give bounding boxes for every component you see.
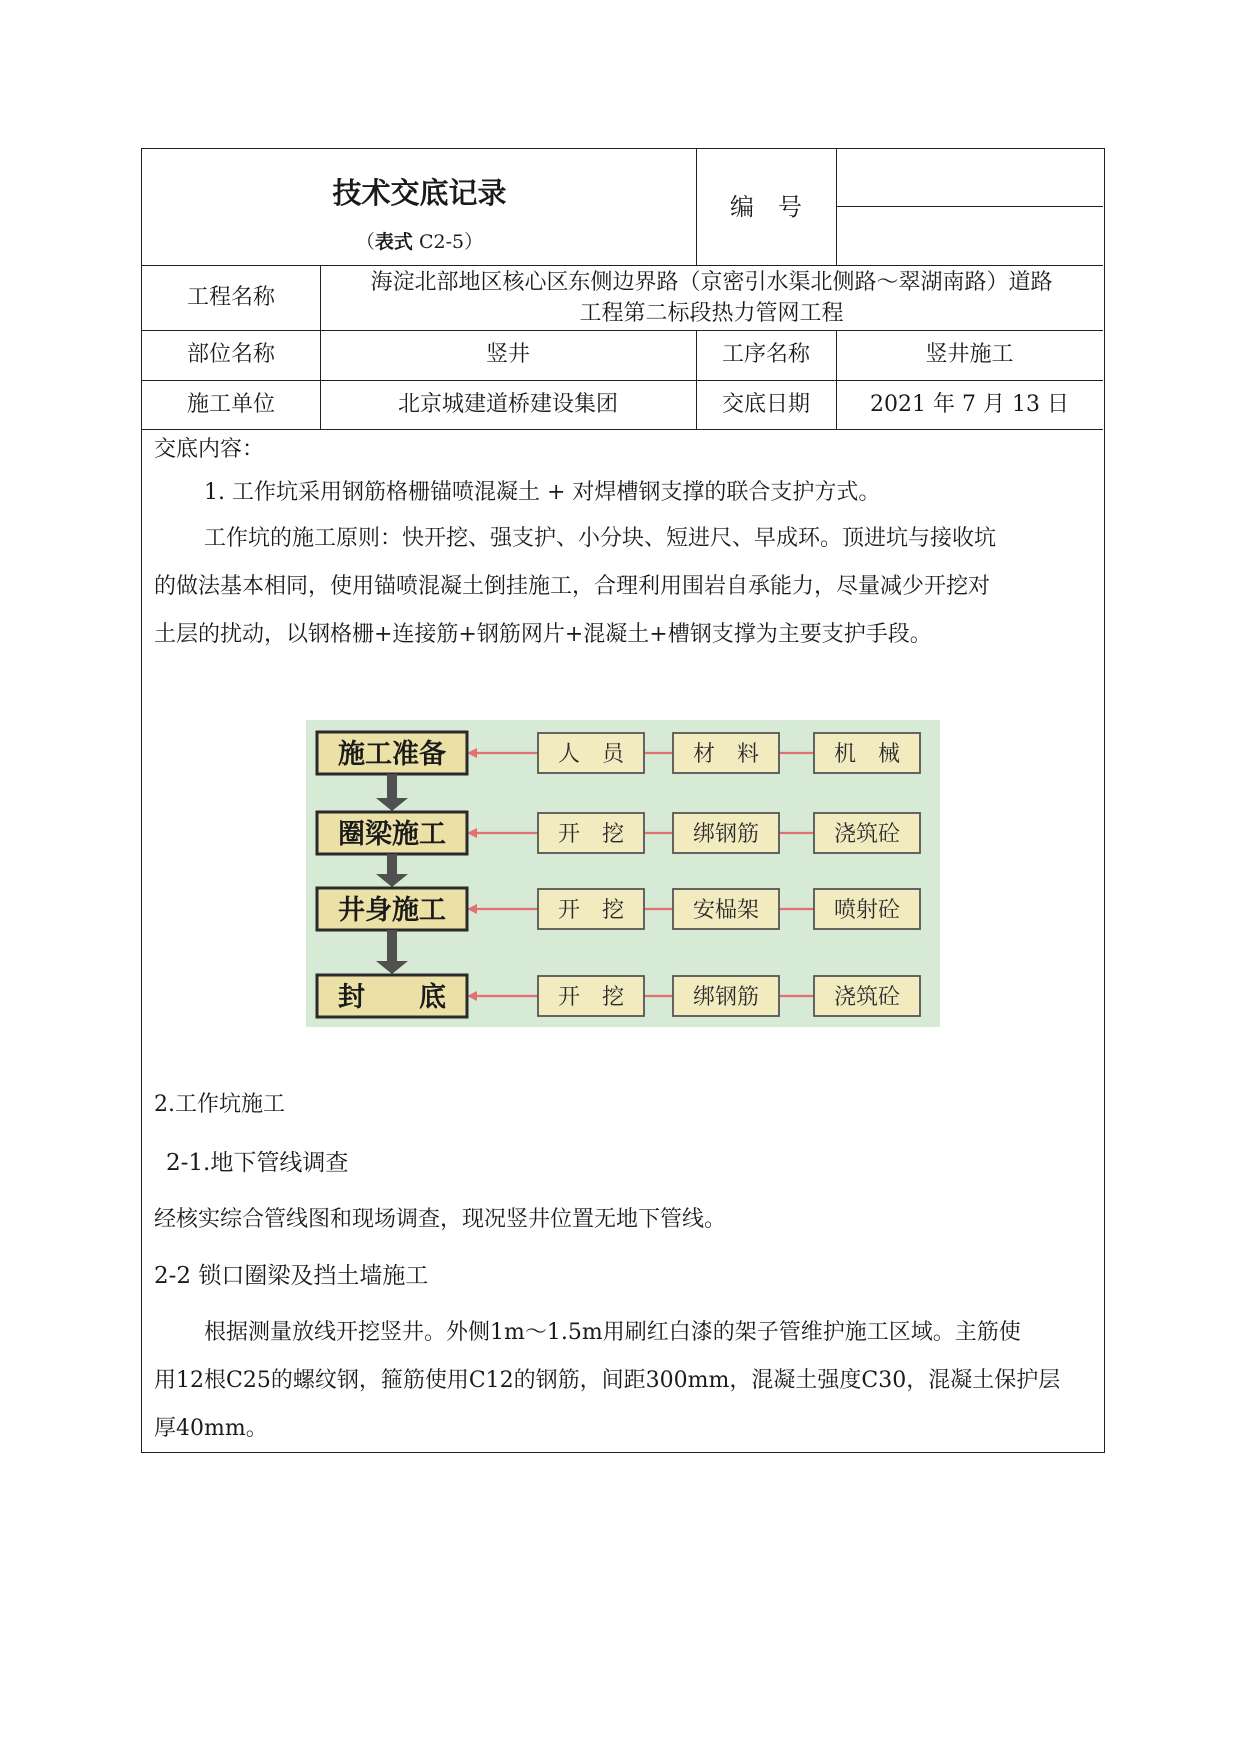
paragraph-2-line-3: 厚40mm。 xyxy=(154,1416,268,1441)
sub-step-label: 开 挖 xyxy=(557,822,625,847)
unit-label: 施工单位 xyxy=(186,391,275,417)
down-arrow-shaft xyxy=(387,774,397,800)
process-value: 竖井施工 xyxy=(925,342,1014,367)
down-arrow-head xyxy=(376,874,408,887)
down-arrow-head xyxy=(376,961,408,974)
project-value xyxy=(320,265,1103,330)
project-value-line2: 工程第二标段热力管网工程 xyxy=(579,300,844,326)
flowchart-svg xyxy=(306,720,940,1027)
technical-briefing-form xyxy=(141,148,1105,1453)
date-label: 交底日期 xyxy=(721,391,810,417)
section-2-1-text: 经核实综合管线图和现场调查，现况竖井位置无地下管线。 xyxy=(154,1207,727,1232)
down-arrow-head xyxy=(376,798,408,811)
form-code xyxy=(142,227,697,254)
content-paragraph-2 xyxy=(154,1309,1094,1453)
project-value-line1: 海淀北部地区核心区东侧边界路（京密引水渠北侧路～翠湖南路）道路 xyxy=(370,269,1053,295)
process-label: 工序名称 xyxy=(721,342,810,367)
form-code-value: C2-5） xyxy=(412,231,484,253)
sub-step-label: 绑钢筋 xyxy=(692,985,760,1010)
paragraph-1-line-3: 土层的扰动，以钢格栅+连接筋+钢筋网片+混凝土+槽钢支撑为主要支护手段。 xyxy=(154,622,932,647)
paragraph-1-line-2: 的做法基本相同，使用锚喷混凝土倒挂施工，合理利用围岩自承能力，尽量减少开挖对 xyxy=(154,574,991,599)
down-arrow-shaft xyxy=(387,854,397,876)
sub-step-label: 人 员 xyxy=(557,742,625,767)
section-2-1-title: 2-1.地下管线调查 xyxy=(166,1150,349,1176)
form-code-prefix: （ xyxy=(355,231,375,253)
paragraph-1-line-1: 工作坑的施工原则：快开挖、强支护、小分块、短进尺、早成环。顶进坑与接收坑 xyxy=(204,526,997,551)
sub-step-label: 喷射砼 xyxy=(833,898,901,923)
form-title: 技术交底记录 xyxy=(332,176,507,210)
sub-step-label: 材 料 xyxy=(692,742,760,767)
rule-unit-bottom xyxy=(142,429,1103,430)
main-step-label: 封 底 xyxy=(338,982,446,1013)
sub-step-label: 浇筑砼 xyxy=(833,985,901,1010)
down-arrow-shaft xyxy=(387,930,397,963)
paragraph-2-line-2: 用12根C25的螺纹钢，箍筋使用C12的钢筋，间距300mm，混凝土强度C30，混凝土保护层 xyxy=(154,1368,1061,1393)
number-value-2 xyxy=(836,206,1103,265)
part-value: 竖井 xyxy=(485,342,530,367)
content-heading: 交底内容： xyxy=(154,437,265,462)
content-paragraph-1 xyxy=(154,515,1094,659)
sub-step-label: 绑钢筋 xyxy=(692,822,760,847)
sub-step-label: 开 挖 xyxy=(557,898,625,923)
sub-step-label: 机 械 xyxy=(833,742,901,767)
unit-value: 北京城建道桥建设集团 xyxy=(397,391,618,417)
paragraph-2-line-1: 根据测量放线开挖竖井。外侧1m～1.5m用刷红白漆的架子管维护施工区域。主筋使 xyxy=(204,1320,1021,1345)
form-code-label: 表式 xyxy=(374,231,413,253)
sub-step-label: 开 挖 xyxy=(557,985,625,1010)
date-value: 2021 年 7 月 13 日 xyxy=(870,391,1069,417)
part-label: 部位名称 xyxy=(186,342,275,367)
main-step-label: 圈梁施工 xyxy=(338,819,446,850)
construction-flowchart xyxy=(306,720,940,1027)
content-item-1: 1. 工作坑采用钢筋格栅锚喷混凝土 + 对焊槽钢支撑的联合支护方式。 xyxy=(204,480,881,505)
number-label: 编 号 xyxy=(730,193,802,221)
sub-step-label: 安榀架 xyxy=(692,898,760,923)
sub-step-label: 浇筑砼 xyxy=(833,822,901,847)
section-2-title: 2.工作坑施工 xyxy=(154,1092,285,1117)
main-step-label: 施工准备 xyxy=(338,739,446,770)
project-label: 工程名称 xyxy=(186,284,275,310)
main-step-label: 井身施工 xyxy=(338,895,446,926)
section-2-2-title: 2-2 锁口圈梁及挡土墙施工 xyxy=(154,1263,429,1289)
number-value-1 xyxy=(836,149,1103,206)
